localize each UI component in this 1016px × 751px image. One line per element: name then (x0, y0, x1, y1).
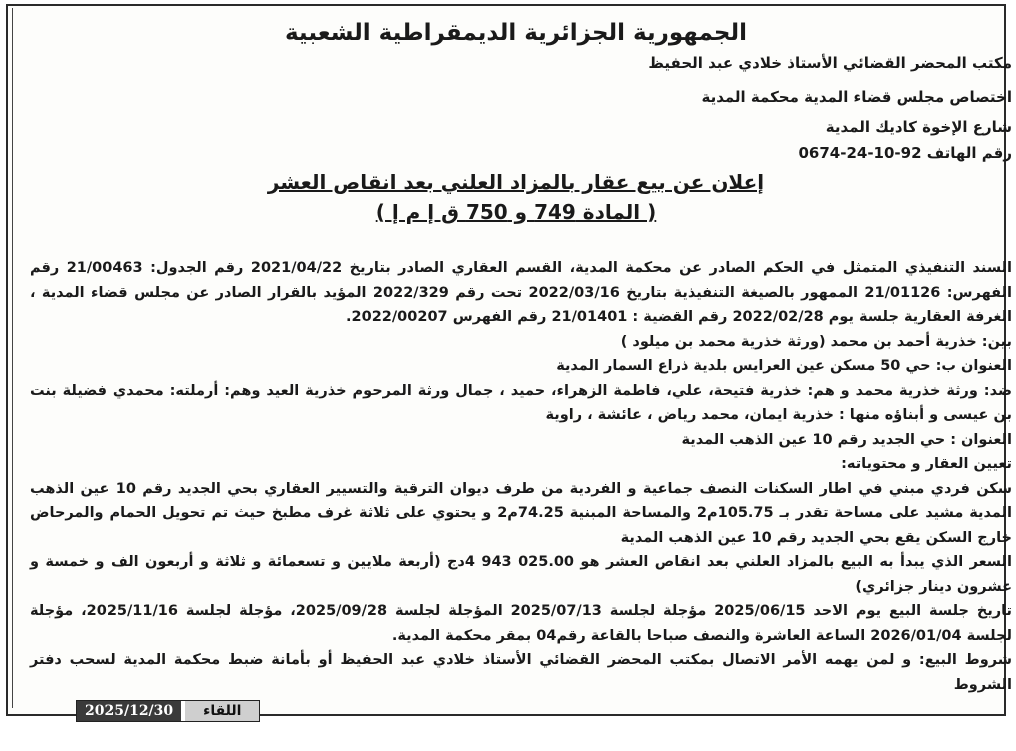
announcement-subtitle: ( المادة 749 و 750 ق إ م إ ) (375, 200, 657, 224)
notice-body (30, 256, 1012, 697)
publication-date: 2025/12/30 (77, 701, 181, 721)
starting-price-paragraph: السعر الذي يبدأ به البيع بالمزاد العلني بعد انقاص العشر هو 025.00 943 4دج (أربعة ملايين و تسعمائة و ثلاثة و أربعون الف و خمسة و عشرون دينار جزائري) (30, 554, 1012, 595)
plaintiff-address-line: العنوان ب: حي 50 مسكن عين العرايس بلدية ذراع السمار المدية (556, 358, 1012, 374)
session-dates-paragraph: تاريخ جلسة البيع يوم الاحد 2025/06/15 مؤجلة لجلسة 2025/07/13 المؤجلة لجلسة 2025/09/28، مؤجلة لجلسة 2025/11/16، مؤجلة لجلسة 2026/01/04 الساعة العاشرة والنصف صباحا بالقاعة رقم04 بمقر محكمة المدية. (30, 603, 1012, 644)
announcement-title: إعلان عن بيع عقار بالمزاد العلني بعد انقاص العشر (267, 170, 765, 194)
enforcement-title-paragraph: السند التنفيذي المتمثل في الحكم الصادر عن محكمة المدية، القسم العقاري الصادر بتاريخ 2021/04/22 رقم الجدول: 21/00463 رقم الفهرس: 21/01126 الممهور بالصيغة التنفيذية بتاريخ 2022/03/16 تحت رقم 2022/329 المؤيد بالقرار الصادر عن مجلس قضاء المدية ، الغرفة العقارية جلسة يوم 2022/02/28 رقم القضية : 21/01401 رقم الفهرس 2022/00207. (30, 260, 1013, 325)
newspaper-name: اللقاء (185, 701, 259, 721)
bailiff-office-name: مكتب المحضر القضائي الأستاذ خلادي عبد الحفيظ (648, 54, 1012, 72)
jurisdiction-line: اختصاص مجلس قضاء المدية محكمة المدية (701, 88, 1012, 106)
sale-conditions-paragraph: شروط البيع: و لمن يهمه الأمر الاتصال بمكتب المحضر القضائي الأستاذ خلادي عبد الحفيظ أو بأمانة ضبط محكمة المدية لسحب دفتر الشروط (30, 652, 1012, 693)
office-address: شارع الإخوة كاديك المدية (825, 118, 1012, 136)
office-phone: رقم الهاتف 92-10-24-0674 (798, 144, 1012, 162)
defendants-address-line: العنوان : حي الجديد رقم 10 عين الذهب المدية (681, 431, 1012, 448)
publication-footer (76, 700, 260, 722)
margin-rule (12, 8, 13, 708)
legal-notice (20, 10, 1012, 710)
defendants-paragraph: ضد: ورثة خذرية محمد و هم: خذرية فتيحة، علي، فاطمة الزهراء، حميد ، جمال ورثة المرحوم خذرية العيد وهم: أرملته: محمدي فضيلة بنت بن عيسى و أبناؤه منها : خذرية ايمان، محمد رياض ، عائشة ، راوية (30, 382, 1012, 423)
republic-heading: الجمهورية الجزائرية الديمقراطية الشعبية (284, 20, 748, 46)
plaintiff-line: بين: خذرية أحمد بن محمد (ورثة خذرية محمد بن ميلود ) (620, 333, 1012, 350)
property-heading: تعيين العقار و محتوياته: (841, 456, 1012, 472)
property-description: سكن فردي مبني في اطار السكنات النصف جماعية و الفردية من طرف ديوان الترقية والتسيير العقاري بحي الجديد رقم 10 عين الذهب المدية مشيد على مساحة تقدر بـ 105.75م2 والمساحة المبنية 74.25م2 و يحتوي على ثلاثة غرف مطبخ حيث تم تحويل الحمام والمرحاض خارج السكن يقع بحي الجديد رقم 10 عين الذهب المدية (30, 480, 1012, 546)
